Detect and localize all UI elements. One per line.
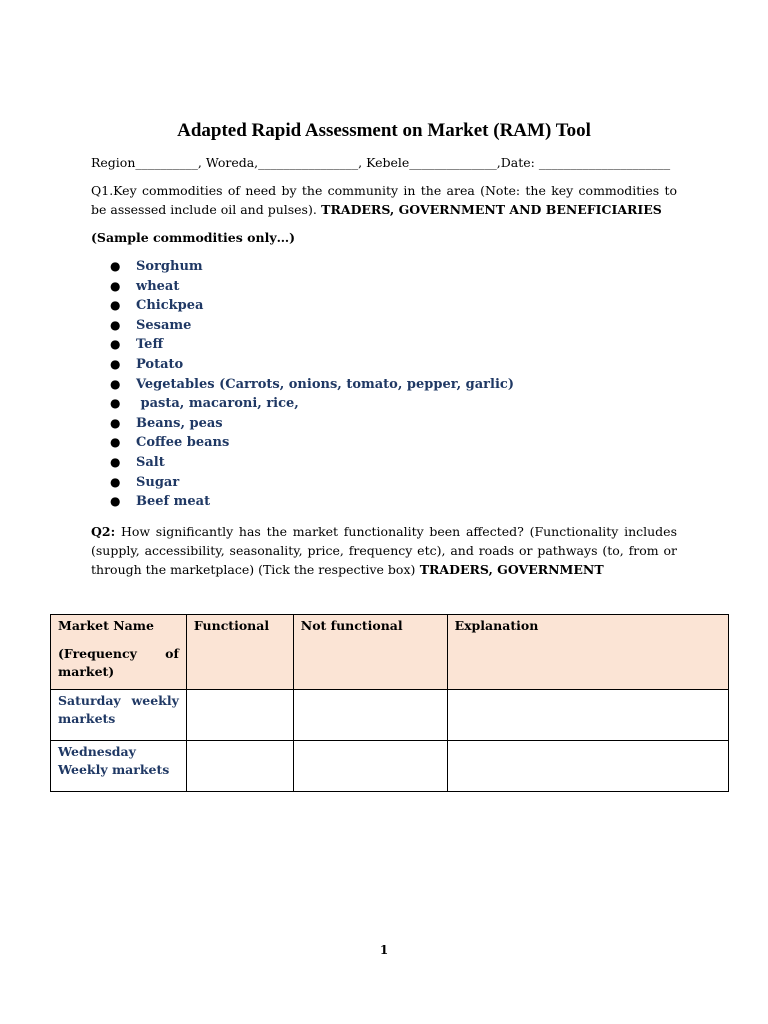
document-title: Adapted Rapid Assessment on Market (RAM) Tool — [177, 120, 591, 141]
functional-checkbox-cell[interactable] — [186, 690, 293, 741]
not-functional-checkbox-cell[interactable] — [293, 690, 447, 741]
question-1 — [91, 181, 677, 219]
table-header-row — [51, 615, 729, 690]
list-item: ● Sesame — [110, 316, 514, 336]
list-item: ● Coffee beans — [110, 433, 514, 453]
header-explanation: Explanation — [447, 615, 728, 690]
header-not-functional: Not functional — [293, 615, 447, 690]
explanation-cell[interactable] — [447, 741, 728, 792]
question-2-text: How significantly has the market functionality been affected? (Functionality includes (supply, accessibility, seasonality, price, frequency etc), and roads or pathways (to, from or through the marketplace) (Tick the respective box) — [91, 524, 677, 577]
bullet-icon: ● — [110, 298, 121, 313]
bullet-icon: ● — [110, 435, 121, 450]
bullet-icon: ● — [110, 415, 121, 430]
list-item: ● Sugar — [110, 473, 514, 493]
bullet-icon: ● — [110, 278, 121, 293]
question-1-text: Q1.Key commodities of need by the community in the area (Note: the key commodities to be assessed include oil and pulses). — [91, 183, 677, 217]
bullet-icon: ● — [110, 474, 121, 489]
list-item: ● Teff — [110, 335, 514, 355]
bullet-icon: ● — [110, 396, 121, 411]
list-item: ● pasta, macaroni, rice, — [110, 394, 514, 414]
market-name-cell: Saturday weekly markets — [51, 690, 187, 741]
table-row — [51, 690, 729, 741]
bullet-icon: ● — [110, 454, 121, 469]
question-2 — [91, 522, 677, 579]
market-functionality-table — [50, 614, 729, 792]
header-fields-line: Region__________, Woreda,________________, Kebele______________,Date: _____________________ — [91, 155, 671, 170]
bullet-icon: ● — [110, 376, 121, 391]
header-market-name: Market Name (Frequency of market) — [51, 615, 187, 690]
market-name-cell: Wednesday Weekly markets — [51, 741, 187, 792]
commodity-list — [110, 257, 514, 512]
table-row — [51, 741, 729, 792]
list-item: ● Vegetables (Carrots, onions, tomato, pepper, garlic) — [110, 375, 514, 395]
page-number: 1 — [379, 943, 389, 957]
explanation-cell[interactable] — [447, 690, 728, 741]
question-2-respondents: TRADERS, GOVERNMENT — [415, 562, 604, 577]
bullet-icon: ● — [110, 259, 121, 273]
bullet-icon: ● — [110, 317, 121, 332]
bullet-icon: ● — [110, 337, 121, 352]
list-item: ● Beans, peas — [110, 414, 514, 434]
question-1-respondents: TRADERS, GOVERNMENT AND BENEFICIARIES — [316, 202, 662, 217]
header-functional: Functional — [186, 615, 293, 690]
list-item: ● Beef meat — [110, 492, 514, 512]
list-item: ● Sorghum — [110, 257, 514, 277]
list-item: ● Salt — [110, 453, 514, 473]
sample-commodities-note: (Sample commodities only…) — [91, 230, 296, 245]
list-item: ● wheat — [110, 277, 514, 297]
list-item: ● Chickpea — [110, 296, 514, 316]
header-frequency: (Frequency of market) — [58, 646, 179, 679]
bullet-icon: ● — [110, 494, 121, 509]
question-2-label: Q2: — [91, 524, 116, 539]
not-functional-checkbox-cell[interactable] — [293, 741, 447, 792]
list-item: ● Potato — [110, 355, 514, 375]
functional-checkbox-cell[interactable] — [186, 741, 293, 792]
bullet-icon: ● — [110, 356, 121, 371]
